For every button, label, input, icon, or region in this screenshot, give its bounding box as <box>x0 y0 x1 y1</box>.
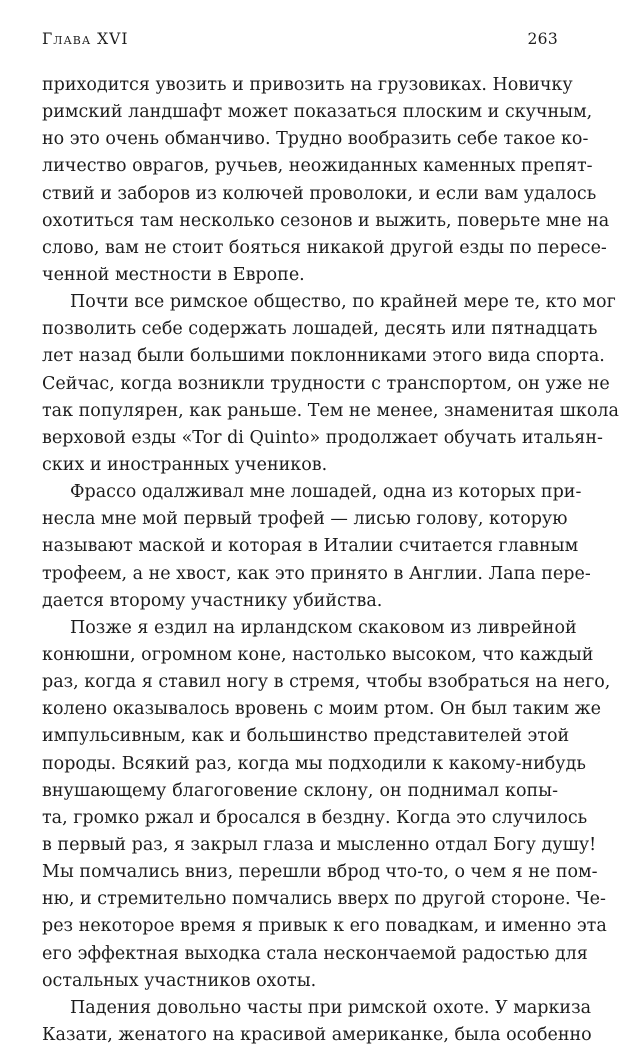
text-line: ствий и заборов из колючей проволоки, и если вам удалось <box>42 183 597 204</box>
text-line: ню, и стремительно помчались вверх по другой стороне. Че- <box>42 889 606 910</box>
text-line: личество оврагов, ручьев, неожиданных каменных препят- <box>42 156 593 177</box>
text-line: колено оказывалось вровень с моим ртом. Он был таким же <box>42 699 602 720</box>
text-line: Падения довольно часты при римской охоте. У маркиза <box>70 997 592 1018</box>
paragraph-1 <box>42 72 610 289</box>
running-head <box>42 30 558 54</box>
paragraph-4 <box>42 615 611 995</box>
text-line: раз, когда я ставил ногу в стремя, чтобы взобраться на него, <box>42 672 611 693</box>
text-line: ских и иностранных учеников. <box>42 454 328 475</box>
text-line: трофеем, а не хвост, как это принято в Англии. Лапа пере- <box>42 563 591 584</box>
text-line: слово, вам не стоит бояться никакой другой езды по пересе- <box>42 237 607 258</box>
chapter-title: Глава XVI <box>42 30 129 48</box>
text-line: так популярен, как раньше. Тем не менее, знаменитая школа <box>42 400 619 421</box>
text-line: конюшни, огромном коне, настолько высоком, что каждый <box>42 644 594 665</box>
text-line: Почти все римское общество, по крайней мере те, кто мог <box>70 292 616 313</box>
text-line: охотиться там несколько сезонов и выжить, поверьте мне на <box>42 210 610 231</box>
text-line: но это очень обманчиво. Трудно вообразить себе такое ко- <box>42 129 589 150</box>
text-line: рез некоторое время я привык к его повадкам, и именно эта <box>42 916 607 937</box>
text-line: Казати, женатого на красивой американке, была особенно <box>42 1024 592 1045</box>
text-line: Позже я ездил на ирландском скаковом из ливрейной <box>70 617 577 638</box>
text-line: римский ландшафт может показаться плоским и скучным, <box>42 102 593 123</box>
text-line: та, громко ржал и бросался в бездну. Когда это случилось <box>42 807 588 828</box>
paragraph-3 <box>42 479 591 615</box>
text-line: внушающему благоговение склону, он поднимал копы- <box>42 780 558 801</box>
text-line: импульсивным, как и большинство представителей этой <box>42 726 570 747</box>
text-line: в первый раз, я закрыл глаза и мысленно отдал Богу душу! <box>42 834 597 855</box>
text-line: ченной местности в Европе. <box>42 264 305 285</box>
paragraph-5 <box>42 995 592 1049</box>
paragraph-2 <box>42 289 619 479</box>
text-line: лет назад были большими поклонниками этого вида спорта. <box>42 346 605 367</box>
text-line: его эффектная выходка стала нескончаемой радостью для <box>42 943 588 964</box>
text-line: называют маской и которая в Италии считается главным <box>42 536 579 557</box>
text-line: породы. Всякий раз, когда мы подходили к какому-нибудь <box>42 753 586 774</box>
body-text <box>42 72 619 1049</box>
text-line: Фрассо одалживал мне лошадей, одна из которых при- <box>70 482 582 503</box>
text-line: остальных участников охоты. <box>42 970 317 991</box>
text-line: Сейчас, когда возникли трудности с транспортом, он уже не <box>42 373 610 394</box>
text-line: Мы помчались вниз, перешли вброд что-то, о чем я не пом- <box>42 862 598 883</box>
text-line: дается второму участнику убийства. <box>42 590 383 611</box>
text-line: верховой езды «Tor di Quinto» продолжает обучать итальян- <box>42 427 603 448</box>
text-line: несла мне мой первый трофей — лисью голову, которую <box>42 509 568 530</box>
text-line: позволить себе содержать лошадей, десять или пятнадцать <box>42 319 598 340</box>
page-number: 263 <box>527 30 558 48</box>
text-line: приходится увозить и привозить на грузовиках. Новичку <box>42 75 573 95</box>
